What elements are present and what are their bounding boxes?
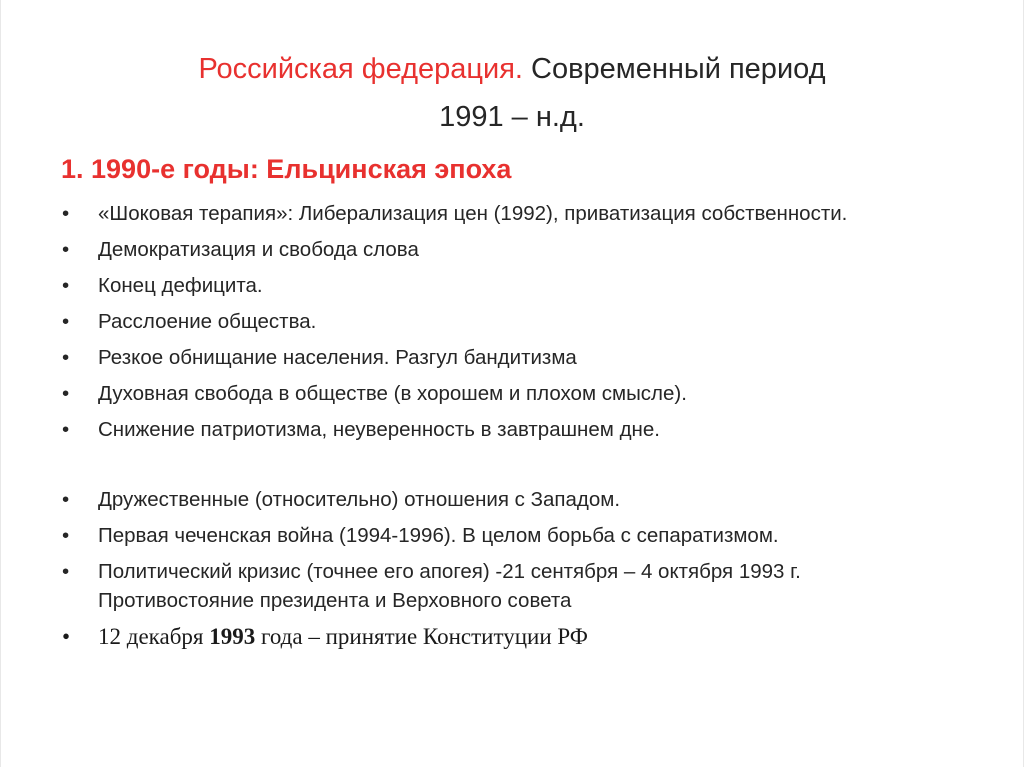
list-item xyxy=(58,485,938,514)
list-item xyxy=(58,271,938,300)
list-item-text: Первая чеченская война (1994-1996). В целом борьба с сепаратизмом. xyxy=(98,524,779,547)
title-country: Российская федерация. xyxy=(198,53,523,85)
list-item-text: Политический кризис (точнее его апогея) -21 сентября – 4 октября 1993 г. Противостояние президента и Верховного совета xyxy=(98,560,801,612)
list-item xyxy=(58,235,938,264)
section-heading: 1. 1990-е годы: Ельцинская эпоха xyxy=(61,154,512,184)
list-item-constitution xyxy=(58,622,938,652)
list-item xyxy=(58,379,938,408)
bullet-icon: • xyxy=(62,202,70,225)
list-item-text: Дружественные (относительно) отношения с Западом. xyxy=(98,488,621,511)
bullet-icon: • xyxy=(62,418,70,441)
bullet-icon: • xyxy=(62,560,70,583)
bullet-icon: • xyxy=(62,238,70,261)
bullet-icon: • xyxy=(62,488,70,511)
bullet-list xyxy=(58,199,938,659)
list-item xyxy=(58,343,938,372)
constitution-text: года – принятие Конституции РФ xyxy=(255,624,588,649)
bullet-icon: • xyxy=(62,524,70,547)
title-period: 1991 – н.д. xyxy=(439,101,585,133)
constitution-year: 1993 xyxy=(209,624,256,649)
list-item xyxy=(58,415,938,444)
constitution-date-text: 12 декабря xyxy=(98,624,210,649)
bullet-icon: • xyxy=(62,310,70,333)
list-item-text: «Шоковая терапия»: Либерализация цен (1992), приватизация собственности. xyxy=(98,202,848,225)
list-item-text: Расслоение общества. xyxy=(98,310,317,333)
list-item xyxy=(58,307,938,336)
list-item xyxy=(58,521,938,550)
list-item xyxy=(58,199,888,228)
bullet-icon: • xyxy=(62,346,70,369)
list-item-text: Демократизация и свобода слова xyxy=(98,238,419,261)
slide-title xyxy=(0,53,1024,86)
list-item-text: Духовная свобода в обществе (в хорошем и плохом смысле). xyxy=(98,382,687,405)
bullet-icon: • xyxy=(62,382,70,405)
list-spacer xyxy=(58,451,938,485)
title-period-label: Современный период xyxy=(531,53,826,85)
list-item-text: Конец дефицита. xyxy=(98,274,263,297)
list-item xyxy=(58,557,928,615)
list-item-text: Снижение патриотизма, неуверенность в завтрашнем дне. xyxy=(98,418,660,441)
bullet-icon: • xyxy=(62,274,70,297)
bullet-icon: • xyxy=(62,624,71,649)
list-item-text: Резкое обнищание населения. Разгул бандитизма xyxy=(98,346,577,369)
